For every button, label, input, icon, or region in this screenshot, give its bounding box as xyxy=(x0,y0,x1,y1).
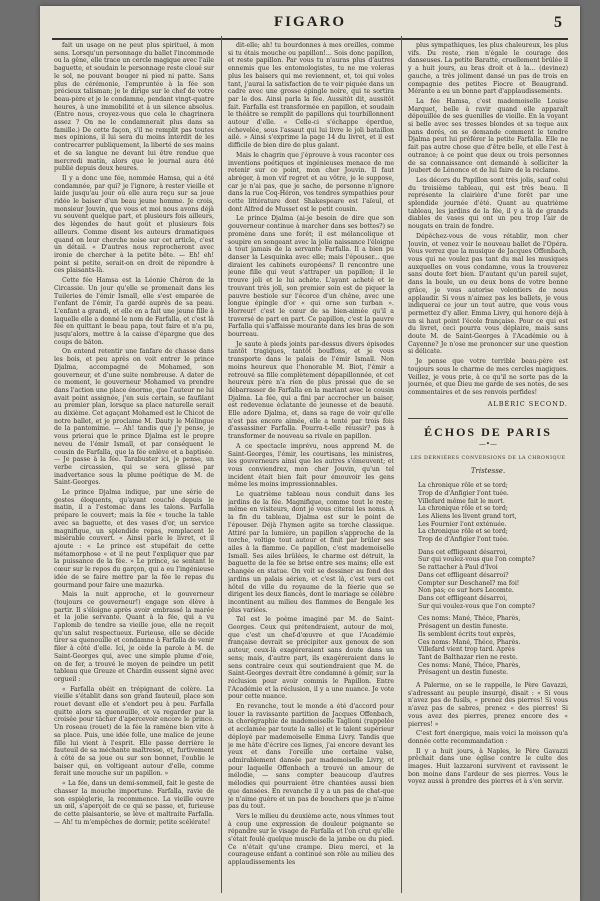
poem-line: Compter sur Deschanel? ma foi! xyxy=(418,579,520,587)
column-separator xyxy=(401,36,402,893)
paragraph: dit-elle; ah! tu bourdonnes à mes oreilles, comme si tu étais mouche ou papillon!... Sois donc papillon, et reste papillon. Par vous tu n'auras plus d'autres ennemis que les entomologistes, tu ne me voleras plus les baisers qui me reviennent, et, toi qui voles tant, j'aurai la satisfaction de te voir piquée dans un cadre avec une grosse épingle noire, qui te sortira par le dos. Ainsi parla la fée. Aussitôt dit, aussitôt fait. Farfalla est transformée en papillon, et soudain le théâtre se remplit de papillons qui tourbillonnent autour d'elle. « Celle-ci s'échappe éperdue, échevelée, sous l'assaut qui lui livre le joli bataillon ailé. » Ainsi s'exprime la page 14 du livret, et il est difficile de bien dire de plus galant. xyxy=(228,42,394,150)
paragraph: Je pense que votre terrible beau-père est toujours sous le charme de mes cercles magiques. Veillez, je vous prie, à ce qu'il ne sorte pas de la journée, et que Dieu me garde de ses notes, de ses commentaires et de ses renvois perfides! xyxy=(408,358,568,396)
poem-line: Se rattacher à Paul d'Ivoi xyxy=(418,564,498,572)
column-separator xyxy=(221,36,222,893)
page-number: 5 xyxy=(554,14,562,31)
poem-line: Ces noms: Mané, Théce, Pharès, xyxy=(418,615,521,623)
section-divider xyxy=(408,418,568,419)
poem-line: La chronique rôle et se tord; xyxy=(418,528,508,536)
paragraph: Mais le chagrin que j'éprouve à vous raconter ces inventions poétiques et ingénieuses menace de me retenir sur ce point, mon cher Jouvin. Il faut abréger, à mon vif regret et au vôtre, je le suppose, car je n'ai pas, que je sache, de personne n'ignore dans la rue Coq-Héron, vos tendres sympathies pour cette littérature dont Shakespeare est l'aïeul, et dont Alfred de Musset est le petit cousin. xyxy=(228,151,394,213)
paragraph: Cette fée Hamsa est la Léonie Chéron de la Circassie. Un jour qu'elle se promenait dans les Tuileries de l'émir Ismaïl, elle s'est emparée de l'enfant de l'émir, l'a gardé auprès de sa peau. L'enfant a grandi, et elle en a fait une jeune fille à laquelle elle a donné le nom de Farfalla, et c'est là fée en quittant le beau papa, tout faire et n'a pu, jusqu'alors, mettre à la caisse d'épargne que des coups de bâton. xyxy=(54,277,214,346)
poem-line: Dans cet effligeant désarroi, xyxy=(418,548,508,556)
poem-line: Trop de d'Anfigier l'ont tuée. xyxy=(418,536,509,544)
poem-stanza xyxy=(418,549,568,611)
poem-line: Non pas; ce sur hors Lecomte. xyxy=(418,587,514,595)
paragraph: A Palerme, on se le rappelle, le Père Gavazzi, s'adressant au peuple insurgé, disait : « Si vous n'avez pas de fusils, « prenez des pierres! Si vous n'avez pas de sabres, prenez « des pierres! Si vous avez des pierres, prenez encore des « pierres! » xyxy=(408,682,568,728)
section-subtitle: LES DERNIÈRES CONVERSIONS DE LA CHRONIQUE xyxy=(410,455,566,461)
author-signature: ALBÉRIC SECOND. xyxy=(487,399,568,408)
poem xyxy=(408,482,568,677)
poem-line: Les Fournier l'ont exténuée. xyxy=(418,520,507,528)
poem-line: La chronique rôle et se tord; xyxy=(418,482,508,490)
paragraph: Les décors du Papillon sont très jolis, sauf celui du troisième tableau, qui est très beau. Il représente la clairière d'une forêt par une splendide journée d'été. Quant au quatrième tableau, les jardins de la fée, il y a là de grands diables de vases qui ont un peu trop l'air de nougats en train de fondre. xyxy=(408,176,568,231)
poem-line: Présagent un destin funeste. xyxy=(418,669,509,677)
paragraph: On entend retentir une fanfare de chasse dans les bois, et peu après on voit entrer le prince Djalma, accompagné de Mohamed, son gouverneur, et d'une suite nombreuse. A dater de ce moment, le gouverneur Mohamed va prendre dans l'action une place énorme, que l'auteur ne lui avait point assignée, j'en suis certain, se faufilant au premier plan, lorsque sa place naturelle serait au dixième. Cet agaçant Mohamed est le Chicot de notre ballet, et je proclame M. Dauty le Mélingue de la pantomime. — Ah! tandis que j'y pense, je vous prierai que le prince Djalma est le propre neveu de l'émir Ismaïl, et par conséquent le cousin de Farfalla, que la fée enlève et a baptisée. — Je passe à la fée. Tarabuster ici, je pense, un verbe circassien, qui se sera glissé par inadvertance sous la plume poétique de M. de Saint-Georges. xyxy=(54,348,214,487)
paragraph: Il y a huit jours, à Naples, le Père Gavazzi prêchait dans une église contre le culte des images. Huit lazzaroni survivent et ravissent le bon moine dans l'ardeur de ses pierres. Vous le voyez aussi à prendre des pierres et à s'en servir. xyxy=(408,747,568,786)
poem-line: Ils semblent écrits tout exprès, xyxy=(418,630,516,638)
poem-line: Tant de Balthazar rien ne reste. xyxy=(418,653,518,661)
poem-stanza xyxy=(418,482,568,544)
column-2 xyxy=(228,42,394,893)
ornament: —•— xyxy=(478,440,498,449)
paragraph: plus sympathiques, les plus chaleureux, les plus vifs. Du reste, rien n'égale le courage des danseuses. La petite Baratte, cruellement brûlée il y a huit jours, au bras droit et à la... (devinez) gauche, a très joliment dansé un pas de trois en compagnie des petites Fiocre et Beaugrand. Mérante a eu un bonne part d'applaudissements. xyxy=(408,42,568,96)
column-3 xyxy=(408,42,568,893)
newspaper-page xyxy=(40,6,580,901)
paragraph: Le quatrième tableau nous conduit dans les jardins de la fée. Magnifique, comme tout le reste; même en visiteurs, dont je vous citerai les noms. A la fin du tableau, Djalma est sur le point de l'épouser. Déjà l'hymen agite sa torche classique. Attiré par la lumière, un papillon s'approche de la torche, voltige tout autour et finit par brûler ses ailes à la flamme. Ce papillon, c'est mademoiselle Ismaïl. Ses ailes brûlées, le charme est détruit, la baguette de la fée se brise entre ses mains; elle est changée en statue. On voit se dessiner au fond des jardins un palais aérien, et c'est là, c'est vers cet hôtel de ville du royaume de la féerie que se dirigent les deux fiancés, dont le mariage se célèbre incontinent au milieu des flammes de Bengale les plus variées. xyxy=(228,491,394,614)
poem-line: Villefard vient trop tard. Après xyxy=(418,646,515,654)
poem-line: Les Aliens les livent grand tort, xyxy=(418,512,517,520)
paragraph: Dépêchez-vous de vous rétablir, mon cher Jouvin, et venez voir le nouveau ballet de l'Opéra. Vous verrez que la musique de Jacques Offenbach, vous qui ne voulez pas tant du mal les musiques auxquelles on vous condamne, vous la trouverez sans doute fort bien. D'autant qu'un pareil sujet, dans la boule, un ou deux bons de votre bonne grâce, je vous autorise volontiers de nous applaudir. Si vous n'aimez pas les ballets, je vous indiquerai ce jour un tout autre, que vous vous permettez d'y aller. Emma Livry, qui honore déjà à un si haut point l'école française. Pour ce qui est du livret, ceci pourra vous déplaire, mais sans doute M. de Saint-Georges à l'Académie ou à Cayenne? Je n'ose me prononcer sur une question si délicate. xyxy=(408,232,568,356)
page-header xyxy=(40,14,580,42)
paragraph: Je saute à pieds joints par-dessus divers épisodes tantôt tragiques, tantôt bouffons, et je vous transporte dans le palais de l'émir Ismaïl. Non moins heureux que l'honorable M. Biot, l'émir a retrouvé sa fille complètement dépapillonnée, et cet heureux père n'a rien de plus pressé que de se débarrasser de Farfalla en la mariant avec le cousin Djalma. La fée, qui a fini par accrocher un baiser, est redevenue éclatante de jeunesse et de beauté. Elle adore Djalma, et, dans sa rage de voir qu'elle n'est pas encore aimée, elle a tenté par trois fois d'assassiner Farfalla. Pourra-t-elle réussir? pas à transformer de nouveau sa rivale en papillon. xyxy=(228,340,394,441)
paragraph: « Farfalla obéit en trépignant de colère. La vieille s'établit dans son grand fauteuil, place son rouet devant elle et s'endort peu à peu. Farfalla quitte alors sa quenouille, et va regarder par la croisée pour tâcher d'apercevoir encore le prince. Un roseau (rouet) de la fée la ramène bien vite à sa place. Puis, une idée folle, une malice de jeune fille lui vient à l'esprit. Elle passe derrière le fauteuil de sa méchante maîtresse, et, furtivement à côté de sa joue ou sur son bonnet, l'oublie le baiser qui, en voltigeant autour d'elle, comme ferait une mouche sur un papillon. » xyxy=(54,685,214,778)
paragraph: En revanche, tout le monde a été d'accord pour louer la ravissante partition de Jacques Offenbach, la chorégraphie de mademoiselle Taglioni (rappelée et acclamée par toute la salle) et le talent supérieur déployé par mademoiselle Emma Livry. Tandis que je me hâte d'écrire ces lignes, j'ai encore devant les yeux et dans l'oreille une certaine valse, admirablement dansée par mademoiselle Livry, et pour laquelle Offenbach a trouvé un amour de mélodie, — sans compter beaucoup d'autres mélodies qui pourraient être chantées aussi bien que dansées. En revanche il y a un pas de chat-que je n'aime guère et un pas de bouchers que je n'aime pas du tout. xyxy=(228,703,394,811)
poem-stanza xyxy=(418,615,568,677)
paragraph: Il y a donc une fée, nommée Hamsa, qui a été condamnée, par qui? je l'ignore, à rester vieille et laide jusqu'au jour où elle aura reçu sur sa joue ridée le baiser d'un beau jeune homme. Je crois, monsieur Jouvin, que vous et moi nous avons déjà vu souvent quelque part, et plusieurs fois ailleurs, des légendes de haut goût et plusieurs fois ailleurs. Comme disent les auteurs dramatiques quand on leur cherche noise sur cet article, c'est un détail. « D'autres nous reprocheront avec ironie de chercher à la petite bête. — Eh! eh! point si petite, serait-on en droit de répondre à ces plaisants-là. xyxy=(54,174,214,275)
paragraph: Le prince Djalma (ai-je besoin de dire que son gouverneur continue à marcher dans ses bottes?) se promène dans une forêt; il est mélancolique et soupire en songeant avec la jolie naissance l'éloigne à tout jamais de la servante Farfalla. Il a bien pu danser la Lesquinka avec elle; mais l'épouser... que diraient les cabinets européens? Il rencontre une jeune fille qui veut s'attraper un papillon; il le trouve joli et le lui achète. L'ayant acheté et le trouvant très joli, son premier soin est de piquer la pauvre bestiole sur l'écorce d'un chêne, avec une longue épingle d'or « qui orne son turban ». Horreur! c'est le cœur de sa bien-aimée qu'il a traversé de part en part. Ce papillon, c'est la pauvre Farfalla qui s'affaisse mourante dans les bras de son bourreau. xyxy=(228,215,394,339)
poem-line: Trop de d'Anfigier l'ont tuée. xyxy=(418,489,509,497)
poem-line: La chronique rôle et se tord; xyxy=(418,505,508,513)
poem-line: Dans cet effligeant désarroi? xyxy=(418,571,509,579)
poem-line: Sur qui voulez-vous que l'on compte? xyxy=(418,602,536,610)
paragraph: Tel est le poème imaginé par M. de Saint-Georges. Ceux qui prétendraient, autour de moi, que c'est un chef-d'œuvre et que l'Académie française devrait se précipiter aux genoux de son auteur, ceux-là exagéreraient sans doute dans un sens; mais, d'autre part, ils exagéreraient dans le sens contraire ceux qui soutiendraient que M. de Saint-Georges devrait être condamné à gémir, sur la réclusion pour avoir commis le Papillon. Entre l'Académie et la réclusion, il y a une nuance. Je vote pour cette nuance. xyxy=(228,616,394,701)
poem-line: Villefard même fait le mort. xyxy=(418,497,505,505)
poem-line: Ces noms: Mané, Théce, Pharès, xyxy=(418,661,521,669)
poem-line: Sur qui voulez-vous que l'on compte? xyxy=(418,556,536,564)
section-title: ÉCHOS DE PARIS xyxy=(424,425,552,440)
paragraph: C'est fort énergique, mais voici la moisson qu'a donnée cette recommandation : xyxy=(408,730,568,745)
header-rule xyxy=(52,38,568,40)
paragraph: fait un usage on ne peut plus spirituel, à mon sens. Lorsqu'un personnage du ballet l'incommode ou la gêne, elle trace un cercle magique avec l'aile baguette, et soudain le personnage reste cloué sur le sol, ne pouvant bouger ni pied ni patte. Sans plus de cérémonie, l'empruntée à la fée son précieux talisman; je le dirige sur le chef de votre beau-père et je le condamne, pendant vingt-quatre heures, à une immobilité et à un silence absolus. (Entre nous, croyez-vous que cela le chagrinera assez ? On ne le condamnerait plus dans sa famille.) De cette façon, s'il ne remplit pas toutes mes opinions, il lui sera du moins interdit de les contrecarrer publiquement, la liberté de ses mains et de sa langue ne devant lui être rendue que mercredi matin, alors que le journal aura été publié depuis deux heures. xyxy=(54,42,214,173)
poem-line: Dans cet effligeant désarroi, xyxy=(418,595,508,602)
paragraph: La fée Hamsa, c'est mademoiselle Louise Marquet, belle à ravir quand elle apparaît dépouillée de ses guenilles de vieille. En la voyant si belle avec ses tresses blondes et sa toque aux pans dorés, on se demande comment le tendre Djalma peut lui préférer la petite Farfalla. Elle ne fait pas autre chose que d'être belle, et elle l'est à outrance; à ce point que deux ou trois personnes de sa connaissance ont demandé à solliciter la Joubert de Lénonce et de lui faire de la réclame. xyxy=(408,97,568,175)
poem-line: Présagent un destin funeste. xyxy=(418,623,509,631)
paragraph: Vers le milieu du deuxième acte, nous vînmes tout à coup une expression de douleur poignante se répandre sur le visage de Farfalla et l'on crut qu'elle s'était foulé quelque muscle de la jambe ou du pied. Ce n'était qu'une crampe. Dieu merci, et la courageuse enfant a continué son rôle au milieu des applaudissements les xyxy=(228,812,394,867)
column-1 xyxy=(54,42,214,893)
paragraph: Mais la nuit approche, et le gouverneur (toujours ce gouverneur!) engage son élève à partir. Il s'éloigne après avoir embrassé la marée et la jolie servante. Quant à la fée, qui a vu l'aplomb de tendre sa vieille joue, elle ne reçoit qu'un salut respectueux. Furieuse, elle se décide tirer sa quenouille et condamne à Farfalla de venir filer à côté d'elle. Ici, je cède la parole à M. de Saint-Georges qui, avec une simple plume d'oie, on de fer, a trouvé le moyen de peindre un petit tableau que Greuze et Chardin eussent signé avec orgueil : xyxy=(54,591,214,683)
poem-title: Tristesse. xyxy=(470,467,506,476)
paragraph: « La fée, dans un demi-sommeil, fait le geste de chasser la mouche importune. Farfalla, ravie de son espièglerie, la recommence. La vieille ouvre un œil, s'aperçoit de ce qui se passe, et, furieuse de cette plaisanterie, se lève et maltraite Farfalla. — Ah! tu m'empêches de dormir, petite scélérate! xyxy=(54,780,214,826)
masthead: FIGARO xyxy=(274,14,346,30)
poem-line: Ces noms: Mané, Théce, Pharès. xyxy=(418,638,521,646)
paragraph: A ce spectacle imprévu, nous apprend M. de Saint-Georges, l'émir, les courtisans, les ministres, les gouverneurs ainsi que les autres s'émeuvent; et vous conviendrez, mon cher Jouvin, qu'un tel incident était bien fait pour émouvoir les gens même les moins impressionnables. xyxy=(228,442,394,489)
paragraph: Le prince Djalma indique, par une série de gestes éloquents, qu'ayant couché depuis le matin, il a l'estomac dans les talons. Farfalla prépare le couvert; mais la fée « touche la table avec sa baguette, et des vases d'or, un service magnifique, un splendide repas, remplacent le misérable couvert. « Ainsi parle le livret, et il ajoute : « Le prince est stupéfait de cette métamorphose « et il ne peut l'expliquer que par la puissance de la fée. » Le prince, se sentant le cœur sur le repos du garçon, qui a eu l'ingénieuse idée de se faire mettre par la fée le repas du gourmand pour faire une mazurka. xyxy=(54,489,214,589)
